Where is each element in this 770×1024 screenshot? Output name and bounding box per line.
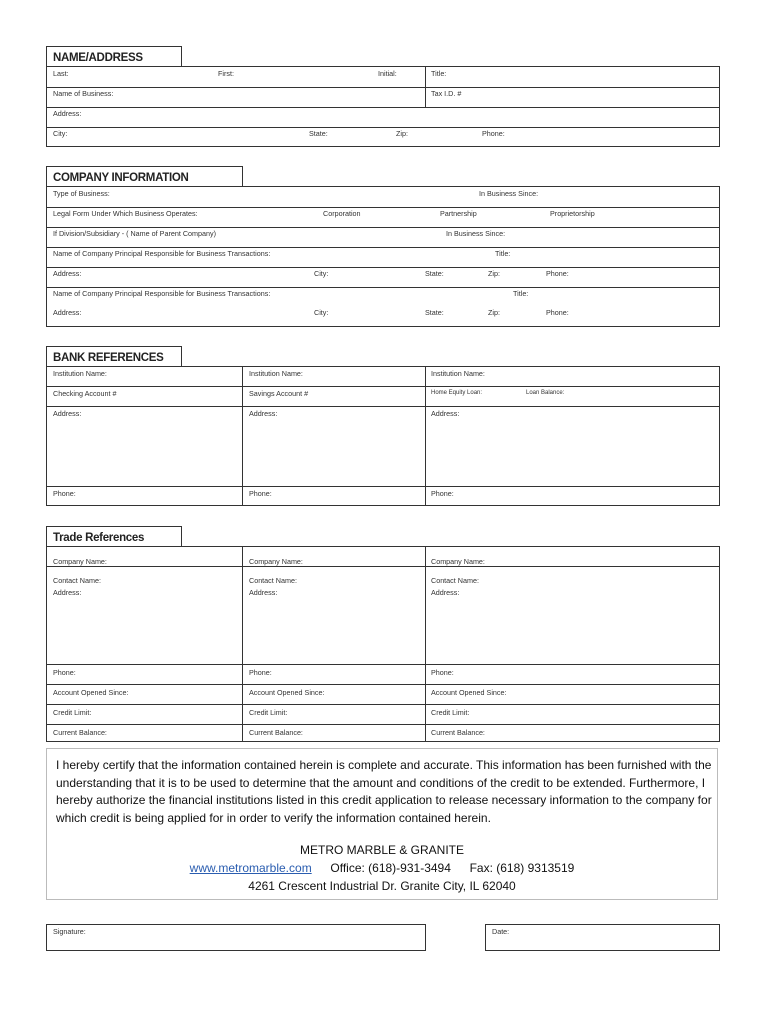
trade-3-balance-field[interactable]: Current Balance: xyxy=(431,728,485,737)
last-name-field[interactable]: Last: xyxy=(53,69,69,78)
principal-address-field-1[interactable]: Address: xyxy=(53,269,82,278)
trade-1-contact-field[interactable]: Contact Name: xyxy=(53,576,101,585)
column-divider xyxy=(425,66,426,107)
principal-phone-field-2[interactable]: Phone: xyxy=(546,308,569,317)
trade-3-credit-limit-field[interactable]: Credit Limit: xyxy=(431,708,470,717)
row-divider xyxy=(46,386,720,387)
bank-3-address-field[interactable]: Address: xyxy=(431,409,460,418)
checking-account-field[interactable]: Checking Account # xyxy=(53,389,117,398)
in-business-since-field[interactable]: In Business Since: xyxy=(479,189,539,198)
row-divider xyxy=(46,247,720,248)
signature-label: Signature: xyxy=(53,927,86,936)
row-divider xyxy=(46,664,720,665)
section-title: Trade References xyxy=(53,532,145,544)
row-divider xyxy=(46,127,720,128)
title-field[interactable]: Title: xyxy=(431,69,447,78)
trade-3-phone-field[interactable]: Phone: xyxy=(431,668,454,677)
trade-references-header xyxy=(46,526,182,547)
bank-1-address-field[interactable]: Address: xyxy=(53,409,82,418)
bank-2-institution-field[interactable]: Institution Name: xyxy=(249,369,303,378)
home-equity-loan-field[interactable]: Home Equity Loan: xyxy=(431,390,483,396)
bank-3-phone-field[interactable]: Phone: xyxy=(431,489,454,498)
corporation-option[interactable]: Corporation xyxy=(323,209,361,218)
loan-balance-field[interactable]: Loan Balance: xyxy=(526,390,565,396)
row-divider xyxy=(46,287,720,288)
principal-city-field-1[interactable]: City: xyxy=(314,269,329,278)
city-field[interactable]: City: xyxy=(53,129,68,138)
name-address-header xyxy=(46,46,182,67)
principal-zip-field-2[interactable]: Zip: xyxy=(488,308,500,317)
row-divider xyxy=(46,486,720,487)
row-divider xyxy=(46,684,720,685)
legal-form-label: Legal Form Under Which Business Operates: xyxy=(53,209,198,218)
row-divider xyxy=(46,566,720,567)
trade-2-opened-field[interactable]: Account Opened Since: xyxy=(249,688,325,697)
principal-name-field-1[interactable]: Name of Company Principal Responsible for Business Transactions: xyxy=(53,249,271,258)
row-divider xyxy=(46,724,720,725)
office-phone: Office: (618)-931-3494 xyxy=(330,861,451,875)
certification-text: I hereby certify that the information contained herein is complete and accurate. This information has been furnished with the understanding that it is to be used to determine that the amount and conditions of the credit to be extended. Furthermore, I hereby authorize the financial institutions listed in this credit application to release necessary information to the company for which credit is being applied for in order to verify the information contained herein. xyxy=(56,758,712,825)
principal-address-field-2[interactable]: Address: xyxy=(53,308,82,317)
trade-3-address-field[interactable]: Address: xyxy=(431,588,460,597)
trade-2-phone-field[interactable]: Phone: xyxy=(249,668,272,677)
signature-field[interactable] xyxy=(46,924,426,951)
principal-title-field-2[interactable]: Title: xyxy=(513,289,529,298)
first-name-field[interactable]: First: xyxy=(218,69,234,78)
column-divider xyxy=(425,366,426,506)
row-divider xyxy=(46,704,720,705)
website-link[interactable]: www.metromarble.com xyxy=(189,861,312,875)
trade-references-box xyxy=(46,546,720,742)
company-address: 4261 Crescent Industrial Dr. Granite City, IL 62040 xyxy=(248,879,516,893)
principal-state-field-2[interactable]: State: xyxy=(425,308,444,317)
trade-1-phone-field[interactable]: Phone: xyxy=(53,668,76,677)
row-divider xyxy=(46,207,720,208)
savings-account-field[interactable]: Savings Account # xyxy=(249,389,309,398)
proprietorship-option[interactable]: Proprietorship xyxy=(550,209,595,218)
bank-references-box xyxy=(46,366,720,506)
trade-2-credit-limit-field[interactable]: Credit Limit: xyxy=(249,708,288,717)
trade-2-contact-field[interactable]: Contact Name: xyxy=(249,576,297,585)
section-title: BANK REFERENCES xyxy=(53,352,164,364)
trade-2-balance-field[interactable]: Current Balance: xyxy=(249,728,303,737)
state-field[interactable]: State: xyxy=(309,129,328,138)
principal-name-field-2[interactable]: Name of Company Principal Responsible for Business Transactions: xyxy=(53,289,271,298)
principal-state-field-1[interactable]: State: xyxy=(425,269,444,278)
trade-3-contact-field[interactable]: Contact Name: xyxy=(431,576,479,585)
date-label: Date: xyxy=(492,927,510,936)
initial-field[interactable]: Initial: xyxy=(378,69,397,78)
principal-zip-field-1[interactable]: Zip: xyxy=(488,269,500,278)
bank-3-institution-field[interactable]: Institution Name: xyxy=(431,369,485,378)
section-title: COMPANY INFORMATION xyxy=(53,172,189,184)
trade-1-company-field[interactable]: Company Name: xyxy=(53,557,107,566)
principal-phone-field-1[interactable]: Phone: xyxy=(546,269,569,278)
trade-3-opened-field[interactable]: Account Opened Since: xyxy=(431,688,507,697)
date-field[interactable] xyxy=(485,924,720,951)
trade-1-address-field[interactable]: Address: xyxy=(53,588,82,597)
row-divider xyxy=(46,227,720,228)
address-field[interactable]: Address: xyxy=(53,109,82,118)
bank-1-institution-field[interactable]: Institution Name: xyxy=(53,369,107,378)
row-divider xyxy=(46,406,720,407)
parent-company-field[interactable]: If Division/Subsidiary - ( Name of Parent Company) xyxy=(53,229,216,238)
column-divider xyxy=(242,546,243,742)
phone-field[interactable]: Phone: xyxy=(482,129,505,138)
bank-references-header xyxy=(46,346,182,367)
bank-1-phone-field[interactable]: Phone: xyxy=(53,489,76,498)
type-of-business-field[interactable]: Type of Business: xyxy=(53,189,110,198)
in-business-since-field-2[interactable]: In Business Since: xyxy=(446,229,506,238)
tax-id-field[interactable]: Tax I.D. # xyxy=(431,89,462,98)
business-name-field[interactable]: Name of Business: xyxy=(53,89,114,98)
trade-2-company-field[interactable]: Company Name: xyxy=(249,557,303,566)
company-info-header xyxy=(46,166,243,187)
trade-3-company-field[interactable]: Company Name: xyxy=(431,557,485,566)
section-title: NAME/ADDRESS xyxy=(53,52,143,64)
partnership-option[interactable]: Partnership xyxy=(440,209,477,218)
principal-city-field-2[interactable]: City: xyxy=(314,308,329,317)
column-divider xyxy=(242,366,243,506)
contact-line xyxy=(46,861,718,875)
trade-1-balance-field[interactable]: Current Balance: xyxy=(53,728,107,737)
trade-2-address-field[interactable]: Address: xyxy=(249,588,278,597)
row-divider xyxy=(46,267,720,268)
bank-2-phone-field[interactable]: Phone: xyxy=(249,489,272,498)
company-name: METRO MARBLE & GRANITE xyxy=(299,843,465,857)
row-divider xyxy=(46,107,720,108)
trade-1-credit-limit-field[interactable]: Credit Limit: xyxy=(53,708,92,717)
zip-field[interactable]: Zip: xyxy=(396,129,408,138)
bank-2-address-field[interactable]: Address: xyxy=(249,409,278,418)
column-divider xyxy=(425,546,426,742)
trade-1-opened-field[interactable]: Account Opened Since: xyxy=(53,688,129,697)
principal-title-field-1[interactable]: Title: xyxy=(495,249,511,258)
fax-number: Fax: (618) 9313519 xyxy=(469,861,575,875)
row-divider xyxy=(46,87,720,88)
